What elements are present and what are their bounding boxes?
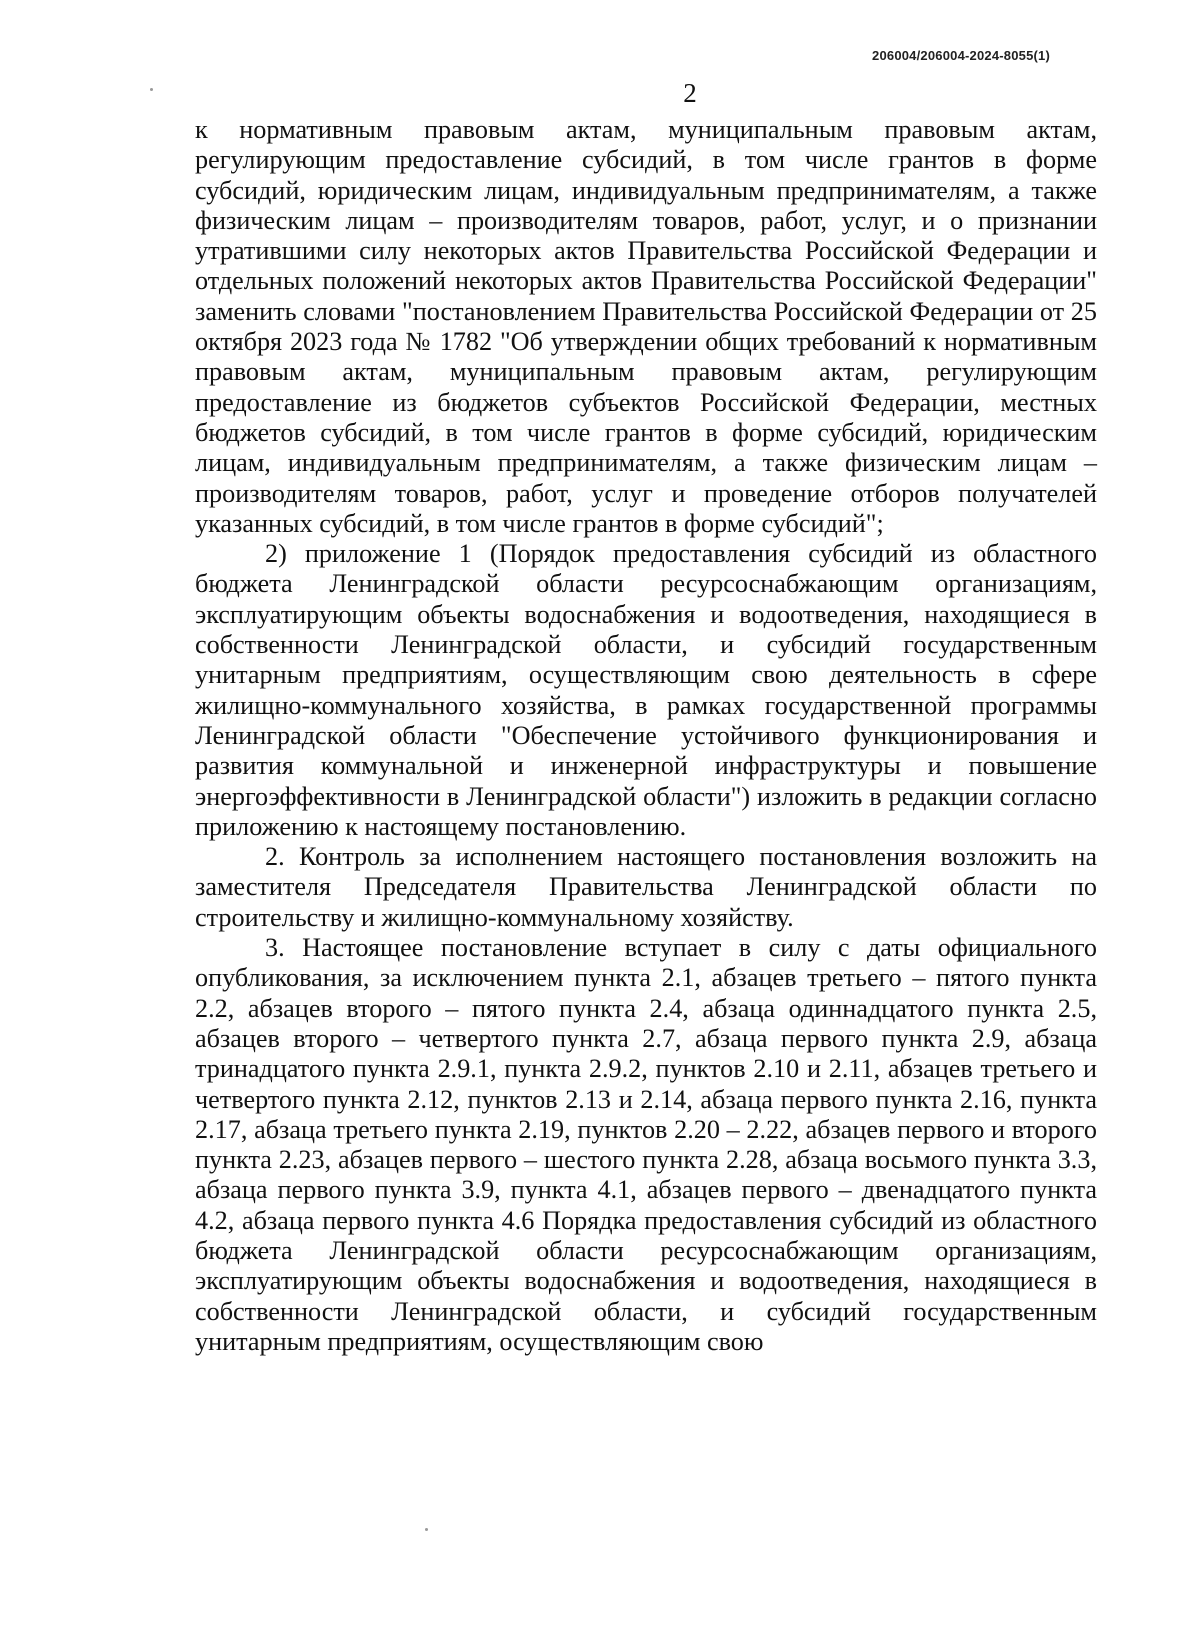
- page-number: 2: [683, 78, 697, 108]
- paragraph-continuation: к нормативным правовым актам, муниципальным правовым актам, регулирующим предоставление субсидий, в том числе грантов в форме субсидий, юридическим лицам, индивидуальным предпринимателям, а также физическим лицам – производителям товаров, работ, услуг, и о признании утратившими силу некоторых актов Правительства Российской Федерации и отдельных положений некоторых актов Правительства Российской Федерации" заменить словами "постановлением Правительства Российской Федерации от 25 октября 2023 года № 1782 "Об утверждении общих требований к нормативным правовым актам, муниципальным правовым актам, регулирующим предоставление из бюджетов субъектов Российской Федерации, местных бюджетов субсидий, в том числе грантов в форме субсидий, юридическим лицам, индивидуальным предпринимателям, а также физическим лицам – производителям товаров, работ, услуг и проведение отборов получателей указанных субсидий, в том числе грантов в форме субсидий";: [195, 115, 1097, 538]
- scan-speck: [150, 88, 153, 91]
- document-body: [195, 115, 1097, 1357]
- document-id: 206004/206004-2024-8055(1): [872, 48, 1050, 63]
- paragraph-item-2: 2) приложение 1 (Порядок предоставления субсидий из областного бюджета Ленинградской области ресурсоснабжающим организациям, эксплуатирующим объекты водоснабжения и водоотведения, находящиеся в собственности Ленинградской области, и субсидий государственным унитарным предприятиям, осуществляющим свою деятельность в сфере жилищно-коммунального хозяйства, в рамках государственной программы Ленинградской области "Обеспечение устойчивого функционирования и развития коммунальной и инженерной инфраструктуры и повышение энергоэффективности в Ленинградской области") изложить в редакции согласно приложению к настоящему постановлению.: [195, 539, 1097, 841]
- scan-speck: [425, 1528, 428, 1531]
- paragraph-clause-2: 2. Контроль за исполнением настоящего постановления возложить на заместителя Председателя Правительства Ленинградской области по строительству и жилищно-коммунальному хозяйству.: [195, 842, 1097, 932]
- paragraph-clause-3: 3. Настоящее постановление вступает в силу с даты официального опубликования, за исключением пункта 2.1, абзацев третьего – пятого пункта 2.2, абзацев второго – пятого пункта 2.4, абзаца одиннадцатого пункта 2.5, абзацев второго – четвертого пункта 2.7, абзаца первого пункта 2.9, абзаца тринадцатого пункта 2.9.1, пункта 2.9.2, пунктов 2.10 и 2.11, абзацев третьего и четвертого пункта 2.12, пунктов 2.13 и 2.14, абзаца первого пункта 2.16, пункта 2.17, абзаца третьего пункта 2.19, пунктов 2.20 – 2.22, абзацев первого и второго пункта 2.23, абзацев первого – шестого пункта 2.28, абзаца восьмого пункта 3.3, абзаца первого пункта 3.9, пункта 4.1, абзацев первого – двенадцатого пункта 4.2, абзаца первого пункта 4.6 Порядка предоставления субсидий из областного бюджета Ленинградской области ресурсоснабжающим организациям, эксплуатирующим объекты водоснабжения и водоотведения, находящиеся в собственности Ленинградской области, и субсидий государственным унитарным предприятиям, осуществляющим свою: [195, 933, 1097, 1356]
